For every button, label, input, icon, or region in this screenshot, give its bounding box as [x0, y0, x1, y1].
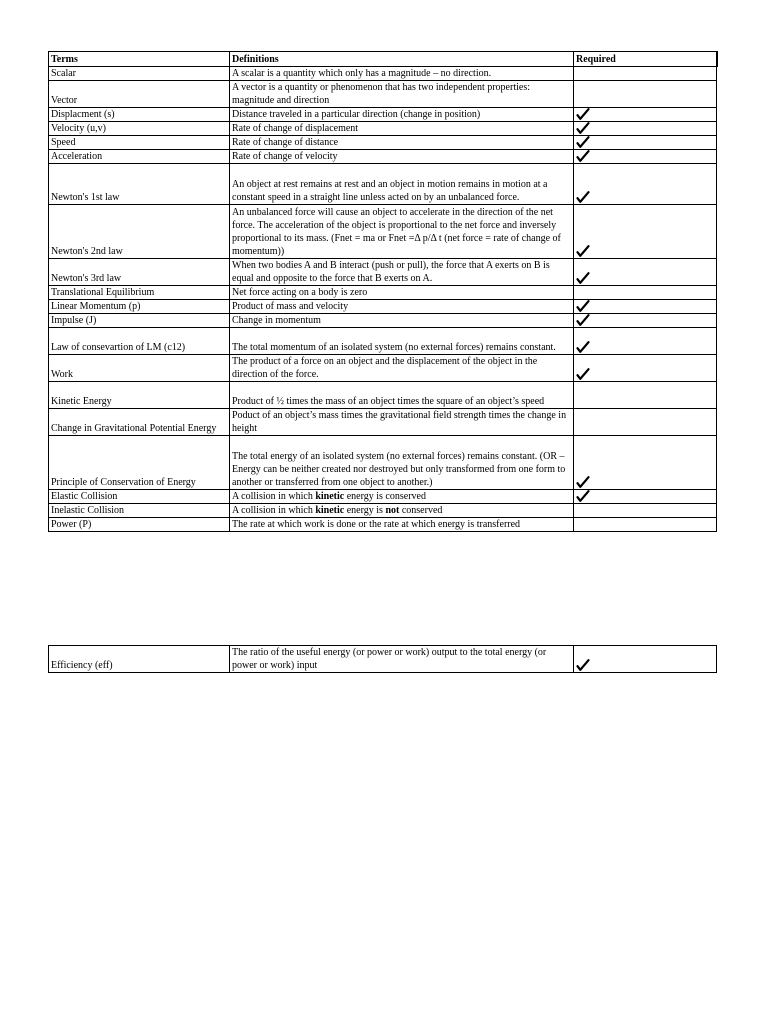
definition-cell — [230, 490, 574, 504]
table-row — [49, 81, 717, 108]
checkmark-icon — [576, 108, 590, 121]
definition-text: A collision in which — [232, 491, 316, 502]
table-row — [49, 436, 717, 490]
table-row — [49, 108, 717, 122]
table-row — [49, 300, 717, 314]
table-row — [49, 382, 717, 409]
checkmark-icon — [576, 490, 590, 503]
definition-cell: The total energy of an isolated system (no external forces) remains constant. (OR – Energy can be neither created nor destroyed but only transformed from one form to another or transferred from one object to another.) — [230, 436, 574, 490]
term-cell: Newton's 1st law — [49, 164, 230, 205]
definition-cell: Rate of change of velocity — [230, 150, 574, 164]
required-cell — [574, 136, 717, 150]
table-row — [49, 409, 717, 436]
definition-text: conserved — [399, 505, 443, 516]
table-row — [49, 259, 717, 286]
term-cell: Elastic Collision — [49, 490, 230, 504]
required-cell — [574, 259, 717, 286]
definition-cell: A scalar is a quantity which only has a magnitude – no direction. — [230, 67, 574, 81]
table-row — [49, 518, 717, 532]
required-cell — [574, 436, 717, 490]
checkmark-icon — [576, 150, 590, 163]
definition-emphasis: not — [385, 505, 400, 516]
checkmark-icon — [576, 659, 590, 672]
term-cell: Displacment (s) — [49, 108, 230, 122]
definition-text: energy is conserved — [344, 491, 426, 502]
term-cell: Impulse (J) — [49, 314, 230, 328]
term-cell: Linear Momentum (p) — [49, 300, 230, 314]
term-cell: Power (P) — [49, 518, 230, 532]
definition-text: A collision in which — [232, 505, 316, 516]
table-row — [49, 67, 717, 81]
checkmark-icon — [576, 300, 590, 313]
term-cell: Velocity (u,v) — [49, 122, 230, 136]
checkmark-icon — [576, 341, 590, 354]
checkmark-icon — [576, 245, 590, 258]
term-cell: Inelastic Collision — [49, 504, 230, 518]
table-row — [49, 164, 717, 205]
table-row — [49, 328, 717, 355]
term-cell: Principle of Conservation of Energy — [49, 436, 230, 490]
terms-table — [48, 51, 718, 532]
checkmark-icon — [576, 368, 590, 381]
checkmark-icon — [576, 476, 590, 489]
checkmark-icon — [576, 191, 590, 204]
term-cell: Newton's 3rd law — [49, 259, 230, 286]
checkmark-icon — [576, 122, 590, 135]
definition-cell: Change in momentum — [230, 314, 574, 328]
required-cell — [574, 81, 717, 108]
definition-cell: The total momentum of an isolated system (no external forces) remains constant. — [230, 328, 574, 355]
table-row — [49, 122, 717, 136]
table-row — [49, 490, 717, 504]
checkmark-icon — [576, 314, 590, 327]
required-cell — [574, 67, 717, 81]
definition-cell: The product of a force on an object and the displacement of the object in the direction of the force. — [230, 355, 574, 382]
definition-cell: Net force acting on a body is zero — [230, 286, 574, 300]
table-row — [49, 314, 717, 328]
table-row — [49, 150, 717, 164]
required-cell — [574, 205, 717, 259]
term-cell: Newton's 2nd law — [49, 205, 230, 259]
definition-emphasis: kinetic — [315, 505, 345, 516]
efficiency-table — [48, 645, 717, 673]
definition-cell — [230, 504, 574, 518]
table-row — [49, 355, 717, 382]
definition-cell: When two bodies A and B interact (push or pull), the force that A exerts on B is equal and opposite to the force that B exerts on A. — [230, 259, 574, 286]
required-cell — [574, 300, 717, 314]
definition-cell: An unbalanced force will cause an object to accelerate in the direction of the net force. The acceleration of the object is proportional to the net force and inversely proportional to its mass. (Fnet = ma or Fnet =Δ p/Δ t (net force = rate of change of momentum)) — [230, 205, 574, 259]
header-terms: Terms — [49, 52, 230, 67]
required-cell — [574, 164, 717, 205]
term-cell: Scalar — [49, 67, 230, 81]
required-cell — [574, 382, 717, 409]
table-row — [49, 286, 717, 300]
required-cell — [574, 355, 717, 382]
required-cell — [574, 490, 717, 504]
definition-cell: Product of mass and velocity — [230, 300, 574, 314]
term-cell: Efficiency (eff) — [49, 646, 230, 673]
definition-text: energy is — [344, 505, 386, 516]
definition-cell: A vector is a quantity or phenomenon that has two independent properties: magnitude and direction — [230, 81, 574, 108]
table-row — [49, 504, 717, 518]
checkmark-icon — [576, 272, 590, 285]
definition-cell: The ratio of the useful energy (or power or work) output to the total energy (or power or work) input — [230, 646, 574, 673]
required-cell — [574, 518, 717, 532]
header-definitions: Definitions — [230, 52, 574, 67]
required-cell — [574, 286, 717, 300]
definition-cell: Rate of change of distance — [230, 136, 574, 150]
term-cell: Work — [49, 355, 230, 382]
required-cell — [574, 122, 717, 136]
term-cell: Speed — [49, 136, 230, 150]
term-cell: Vector — [49, 81, 230, 108]
term-cell: Law of consevartion of LM (c12) — [49, 328, 230, 355]
term-cell: Change in Gravitational Potential Energy — [49, 409, 230, 436]
required-cell — [574, 646, 717, 673]
required-cell — [574, 328, 717, 355]
definition-cell: An object at rest remains at rest and an object in motion remains in motion at a constant speed in a straight line unless acted on by an unbalanced force. — [230, 164, 574, 205]
required-cell — [574, 504, 717, 518]
table-row — [49, 136, 717, 150]
table-row — [49, 646, 717, 673]
term-cell: Kinetic Energy — [49, 382, 230, 409]
term-cell: Translational Equilibrium — [49, 286, 230, 300]
header-required: Required — [574, 52, 717, 67]
term-cell: Acceleration — [49, 150, 230, 164]
header-row — [49, 52, 717, 67]
definition-cell: Product of ½ times the mass of an object times the square of an object’s speed — [230, 382, 574, 409]
definition-cell: Rate of change of displacement — [230, 122, 574, 136]
required-cell — [574, 314, 717, 328]
required-cell — [574, 150, 717, 164]
definition-cell: Poduct of an object’s mass times the gravitational field strength times the change in height — [230, 409, 574, 436]
definition-cell: Distance traveled in a particular direction (change in position) — [230, 108, 574, 122]
table-row — [49, 205, 717, 259]
definition-cell: The rate at which work is done or the rate at which energy is transferred — [230, 518, 574, 532]
required-cell — [574, 108, 717, 122]
definition-emphasis: kinetic — [315, 491, 345, 502]
checkmark-icon — [576, 136, 590, 149]
required-cell — [574, 409, 717, 436]
